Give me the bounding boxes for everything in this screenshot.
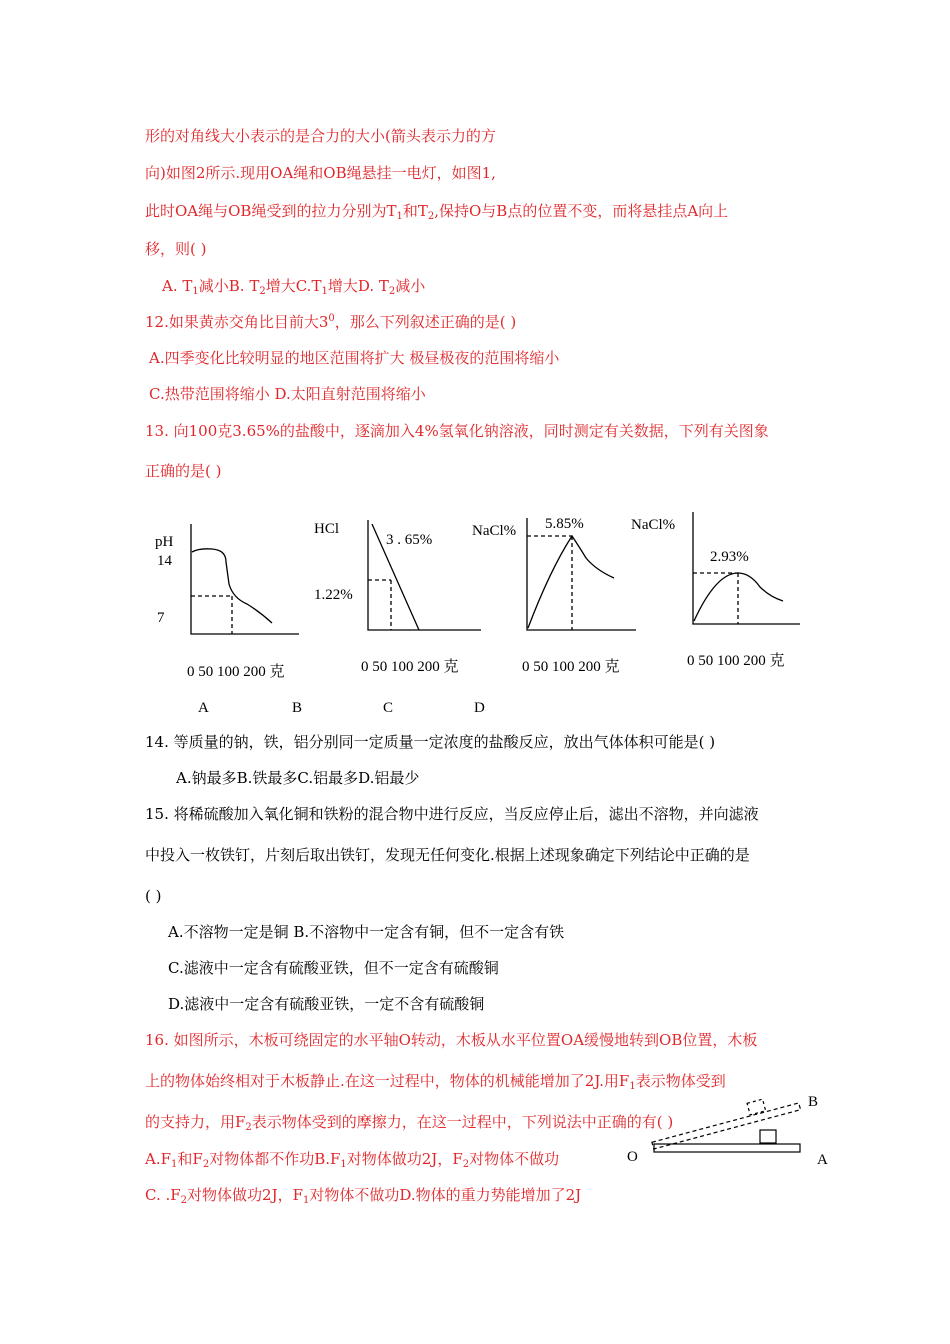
graph-d-peak-label: 2.93%	[710, 549, 749, 565]
q16-stem-line3: 的支持力，用$F_2$表示物体受到的摩擦力，在这一过程中，下列说法中正确的有( )	[145, 1113, 674, 1133]
graph-letter-a: A	[198, 700, 209, 716]
board-tilted	[652, 1103, 801, 1149]
q12-stem: 12.如果黄赤交角比目前大$3^0$，那么下列叙述正确的是( )	[145, 313, 517, 331]
q11-line1: 形的对角线大小表示的是合力的大小(箭头表示力的方	[145, 127, 496, 145]
graph-d-ylabel: NaCl%	[631, 517, 676, 533]
q16-options-ab: $A.F_1$和$F_2$对物体都不作功$B.F_1$对物体做功2J，$F_2$对物体不做功	[145, 1150, 560, 1170]
graph-d-xaxis: 0 50 100 200 克	[687, 653, 785, 669]
graph-c-ylabel: NaCl%	[472, 523, 517, 539]
graph-c-peak-label: 5.85%	[545, 516, 584, 532]
graph-a-ylabel: pH	[155, 534, 174, 550]
graph-c-xaxis: 0 50 100 200 克	[522, 659, 620, 675]
graph-a-tick-7: 7	[157, 610, 165, 626]
q14-stem: 14. 等质量的钠，铁，铝分别同一定质量一定浓度的盐酸反应，放出气体体积可能是( )	[145, 733, 716, 751]
q15-option-d: D.滤液中一定含有硫酸亚铁，一定不含有硫酸铜	[168, 995, 485, 1013]
graph-a-xaxis: 0 50 100 200 克	[187, 664, 285, 680]
board-horizontal	[654, 1144, 800, 1152]
graph-b-top-label: 3 . 65%	[386, 532, 433, 548]
q15-stem-line1: 15. 将稀硫酸加入氧化铜和铁粉的混合物中进行反应，当反应停止后，滤出不溶物，并向滤液	[145, 805, 759, 823]
q15-options-ab: A.不溶物一定是铜 B.不溶物中一定含有铜，但不一定含有铁	[168, 923, 565, 941]
q11-options: A. $T_1$减小B. $T_2$增大$C.T_1$增大D. $T_2$减小	[162, 277, 426, 297]
graph-letter-c: C	[383, 700, 394, 716]
q14-options: A.钠最多B.铁最多C.铝最多D.铝最少	[176, 769, 420, 787]
graph-letter-b: B	[292, 700, 303, 716]
q15-option-c: C.滤液中一定含有硫酸亚铁，但不一定含有硫酸铜	[168, 959, 499, 977]
fig-label-o: O	[627, 1149, 638, 1165]
q13-stem-line2: 正确的是( )	[145, 462, 222, 480]
q12-option-line1: A.四季变化比较明显的地区范围将扩大 极昼极夜的范围将缩小	[149, 349, 560, 367]
q16-stem-line1: 16. 如图所示，木板可绕固定的水平轴O转动，木板从水平位置OA缓慢地转到OB位置，木板	[145, 1031, 758, 1049]
fig-label-a: A	[817, 1152, 828, 1168]
q15-stem-line3: ( )	[145, 887, 162, 905]
q13-stem-line1: 13. 向100克3.65%的盐酸中，逐滴加入4%氢氧化钠溶液，同时测定有关数据，下列有关图象	[145, 422, 769, 440]
graph-letter-d: D	[474, 700, 485, 716]
graph-b-mid-label: 1.22%	[314, 587, 353, 603]
q15-stem-line2: 中投入一枚铁钉，片刻后取出铁钉，发现无任何变化.根据上述现象确定下列结论中正确的是	[145, 846, 750, 864]
q12-option-line2: C.热带范围将缩小 D.太阳直射范围将缩小	[149, 385, 426, 403]
q16-stem-line2: 上的物体始终相对于木板静止.在这一过程中，物体的机械能增加了2J.用$F_1$表示物体受到	[145, 1072, 726, 1092]
fig-label-b: B	[808, 1094, 819, 1110]
q11-line2: 向)如图2所示.现用OA绳和OB绳悬挂一电灯，如图1,	[145, 164, 496, 182]
q16-options-cd: C. $.F_2$对物体做功2J，$F_1$对物体不做功D.物体的重力势能增加了2J	[145, 1186, 582, 1206]
graph-b-ylabel: HCl	[314, 521, 340, 537]
q11-line4: 移，则( )	[145, 240, 207, 258]
graph-a-tick-14: 14	[157, 553, 172, 569]
graph-b-xaxis: 0 50 100 200 克	[361, 659, 459, 675]
block-on-board	[760, 1130, 776, 1143]
q11-line3: 此时OA绳与OB绳受到的拉力分别为$T_1$和$T_2$,保持O与B点的位置不变，而将悬挂点A向上	[145, 202, 729, 222]
